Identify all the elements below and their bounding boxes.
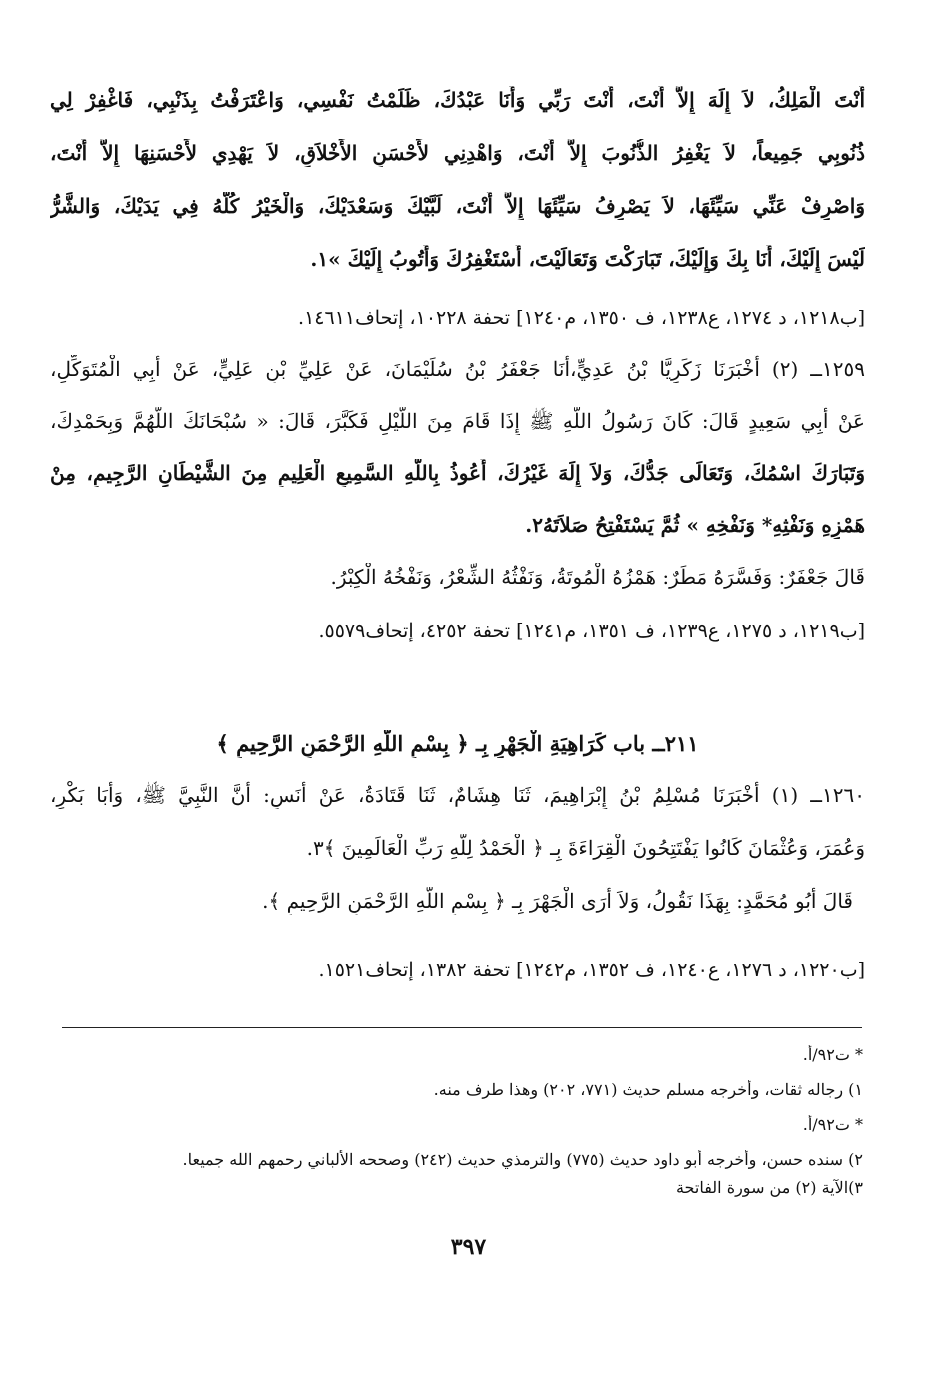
footnote-divider [62,1027,862,1028]
footnote: ١) رجاله ثقات، وأخرجه مسلم حديث (٧٧١، ٢٠٢) وهذا طرف منه. [433,1080,863,1099]
text-line: ذُنُوبِي جَمِيعاً، لاَ يَغْفِرُ الذُّنُوبَ إِلاَّ أَنْتَ، وَاهْدِنِي لأَحْسَنِ الأَخْلاَقِ، لاَ يَهْدِي لأَحْسَنِهَا إِلاَّ أَنْتَ، [50,141,865,165]
text-line: وَتَبَارَكَ اسْمُكَ، وَتَعَالَى جَدُّكَ، وَلاَ إِلَهَ غَيْرُكَ، أَعُوذُ بِاللَّهِ السَّمِيعِ الْعَلِيمِ مِنَ الشَّيْطَانِ الرَّجِيمِ، مِنْ [50,461,865,485]
citation [50,956,865,984]
text-line: قَالَ جَعْفَرٌ: وَفَسَّرَهُ مَطَرٌ: هَمْزُهُ الْمُوتَةُ، وَنَفْثُهُ الشِّعْرُ، وَنَفْخُهُ الْكِبْرُ. [330,565,865,589]
chapter-heading [50,730,865,758]
citation [50,304,865,332]
hadith-1259 [50,355,865,591]
footnotes [55,1045,863,1198]
text-line: عَنْ أَبِي سَعِيدٍ قَالَ: كَانَ رَسُولُ اللَّهِ ﷺ إِذَا قَامَ مِنَ اللَّيْلِ فَكَبَّرَ، قَالَ: « سُبْحَانَكَ اللَّهُمَّ وَبِحَمْدِكَ، [50,409,865,433]
citation-line: [ب١٢١٨، د ١٢٧٤، ع١٢٣٨، ف ١٣٥٠، م١٢٤٠] تحفة ١٠٢٢٨، إتحاف١٤٦١١. [298,307,865,329]
footnote: * ت٩٢/أ. [802,1045,863,1064]
citation [50,617,865,645]
text-line: وَعُمَرَ، وَعُثْمَانَ كَانُوا يَفْتَتِحُونَ الْقِرَاءَةَ بِـ ﴿ الْحَمْدُ لِلَّهِ رَبِّ الْعَالَمِينَ ﴾٣. [306,836,865,860]
footnote: * ت٩٢/أ. [802,1115,863,1134]
text-line: هَمْزِهِ وَنَفْثِهِ* وَنَفْخِهِ » ثُمَّ يَسْتَفْتِحُ صَلاَتَهُ٢. [525,513,865,537]
footnote: ٣)الآية (٢) من سورة الفاتحة [675,1178,863,1197]
text-line: وَاصْرِفْ عَنِّي سَيِّئَهَا، لاَ يَصْرِفُ سَيِّئَهَا إِلاَّ أَنْتَ، لَبَّيْكَ وَسَعْدَيْكَ، وَالْخَيْرُ كُلُّهُ فِي يَدَيْكَ، وَالشَّرُّ [50,194,865,218]
text-line: ١٢٦٠ــ (١) أَخْبَرَنَا مُسْلِمُ بْنُ إِبْرَاهِيمَ، ثَنَا هِشَامٌ، ثَنَا قَتَادَةُ، عَنْ أَنَسٍ: أَنَّ النَّبِيَّ ﷺ، وَأَبَا بَكْرٍ، [50,783,865,807]
chapter-title: ٢١١ــ باب كَرَاهِيَةِ الْجَهْرِ بِـ ﴿ بِسْمِ اللَّهِ الرَّحْمَنِ الرَّحِيمِ ﴾ [216,731,699,756]
citation-line: [ب١٢١٩، د ١٢٧٥، ع١٢٣٩، ف ١٣٥١، م١٢٤١] تحفة ٤٢٥٢، إتحاف٥٥٧٩. [318,620,865,642]
text-line: لَيْسَ إِلَيْكَ، أَنَا بِكَ وَإِلَيْكَ، تَبَارَكْتَ وَتَعَالَيْتَ، أَسْتَغْفِرُكَ وَأَتُوبُ إِلَيْكَ »١. [310,247,865,271]
page-number: ٣٩٧ [450,1234,487,1260]
text-line: أَنْتَ الْمَلِكُ، لاَ إِلَهَ إِلاَّ أَنْتَ، أَنْتَ رَبِّي وَأَنَا عَبْدُكَ، ظَلَمْتُ نَفْسِي، وَاعْتَرَفْتُ بِذَنْبِي، فَاغْفِرْ لِي [50,88,865,112]
citation-line: [ب١٢٢٠، د ١٢٧٦، ع١٢٤٠، ف ١٣٥٢، م١٢٤٢] تحفة ١٣٨٢، إتحاف١٥٢١. [318,959,865,981]
text-line: قَالَ أَبُو مُحَمَّدٍ: بِهَذَا نَقُولُ، وَلاَ أَرَى الْجَهْرَ بِـ ﴿ بِسْمِ اللَّهِ الرَّحْمَنِ الرَّحِيمِ ﴾. [262,889,853,913]
hadith-continuation [50,86,865,273]
footnote: ٢) سنده حسن، وأخرجه أبو داود حديث (٧٧٥) والترمذي حديث (٢٤٢) وصححه الألباني رحمهم الله جميعا. [182,1150,863,1169]
hadith-1260 [50,781,865,915]
text-line: ١٢٥٩ــ (٢) أَخْبَرَنَا زَكَرِيَّا بْنُ عَدِيٍّ،أَنَا جَعْفَرُ بْنُ سُلَيْمَانَ، عَنْ عَلِيِّ بْنِ عَلِيٍّ، عَنْ أَبِي الْمُتَوَكِّلِ، [50,357,865,381]
